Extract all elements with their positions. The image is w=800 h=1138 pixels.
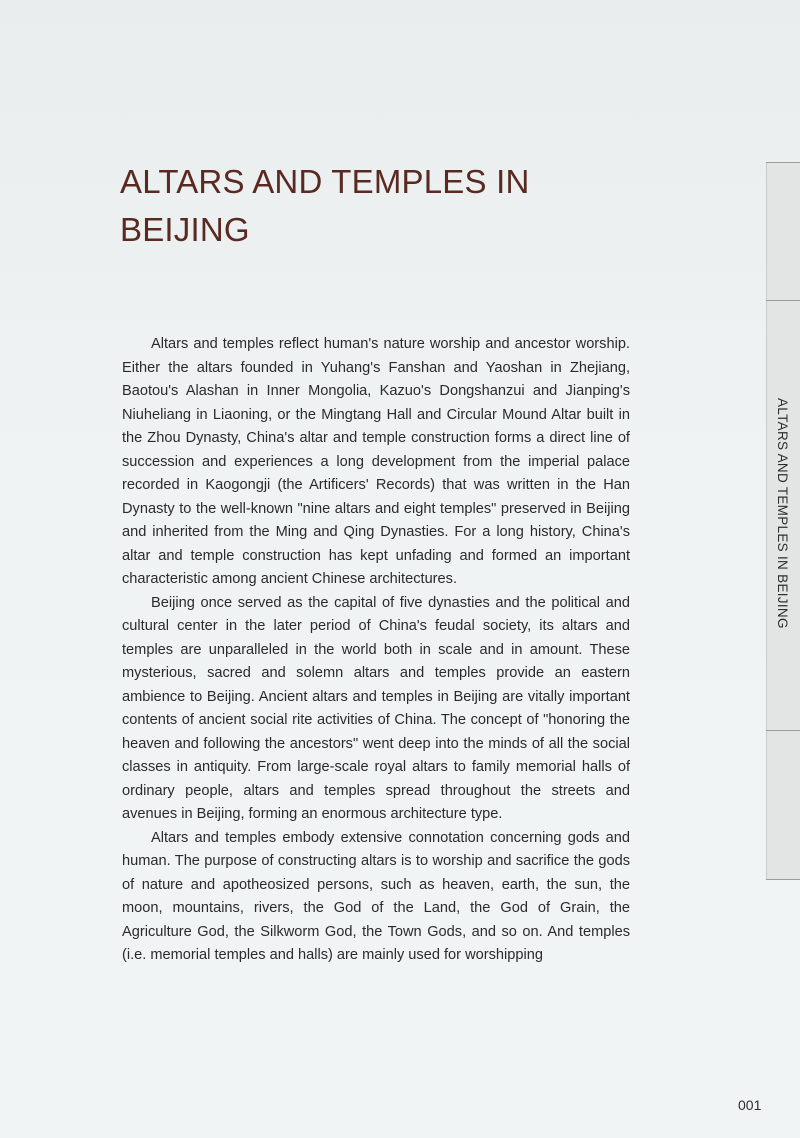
chapter-title-line-2: BEIJING [120, 211, 250, 248]
side-tab-rule-top [766, 162, 800, 163]
side-tab-rule-upper [766, 300, 800, 301]
chapter-title [120, 158, 680, 254]
side-tab-rule-lower [766, 730, 800, 731]
paragraph-2: Beijing once served as the capital of five dynasties and the political and cultural center in the later period of China's feudal society, its altars and temples are unparalleled in the world both in scale and in amount. These mysterious, sacred and solemn altars and temples provide an eastern ambience to Beijing. Ancient altars and temples in Beijing are vitally important contents of ancient social rite activities of China. The concept of "honoring the heaven and following the ancestors" went deep into the minds of all the social classes in antiquity. From large-scale royal altars to family memorial halls of ordinary people, altars and temples spread throughout the streets and avenues in Beijing, forming an enormous architecture type. [122, 594, 630, 822]
side-tab-label: ALTARS AND TEMPLES IN BEIJING [775, 398, 790, 629]
paragraph-3: Altars and temples embody extensive connotation concerning gods and human. The purpose of constructing altars is to worship and sacrifice the gods of nature and apotheosized persons, such as heaven, earth, the sun, the moon, mountains, rivers, the God of the Land, the God of Grain, the Agriculture God, the Silkworm God, the Town Gods, and so on. And temples (i.e. memorial temples and halls) are mainly used for worshipping [122, 829, 630, 963]
chapter-title-line-1: ALTARS AND TEMPLES IN [120, 163, 530, 200]
body-text [122, 333, 630, 968]
side-tab-rule-bottom [766, 879, 800, 880]
paragraph-1: Altars and temples reflect human's nature worship and ancestor worship. Either the altars founded in Yuhang's Fanshan and Yaoshan in Zhejiang, Baotou's Alashan in Inner Mongolia, Kazuo's Dongshanzui and Jianping's Niuheliang in Liaoning, or the Mingtang Hall and Circular Mound Altar built in the Zhou Dynasty, China's altar and temple construction forms a direct line of succession and experiences a long development from the imperial palace recorded in Kaogongji (the Artificers' Records) that was written in the Han Dynasty to the well-known "nine altars and eight temples" preserved in Beijing and inherited from the Ming and Qing Dynasties. For a long history, China's altar and temple construction has kept unfading and formed an important characteristic among ancient Chinese architectures. [122, 336, 630, 587]
page-number: 001 [738, 1097, 762, 1113]
